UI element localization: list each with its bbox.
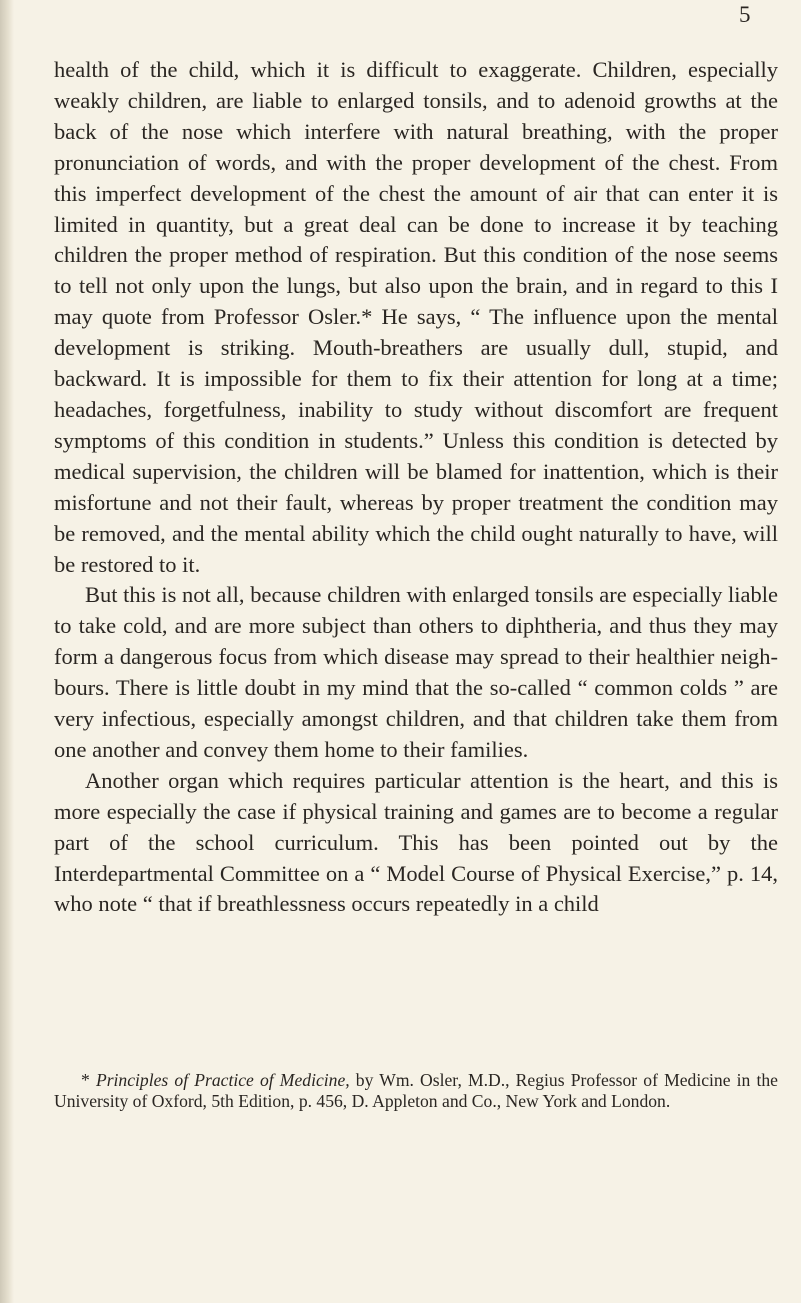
paragraph-1: health of the child, which it is difficult to exaggerate. Children, especially weakly children, are liable to enlarged tonsils, and to adenoid growths at the back of the nose which interfere with natural breathing, with the proper pronunciation of words, and with the proper development of the chest. From this imperfect development of the chest the amount of air that can enter it is limited in quantity, but a great deal can be done to increase it by teaching children the proper method of respiration. But this condition of the nose seems to tell not only upon the lungs, but also upon the brain, and in regard to this I may quote from Professor Osler.* He says, “ The influence upon the mental development is striking. Mouth-breathers are usually dull, stupid, and backward. It is impossible for them to fix their attention for long at a time; headaches, forgetfulness, inability to study without discomfort are frequent symptoms of this condition in students.” Unless this condition is detected by medical supervision, the children will be blamed for inattention, which is their misfortune and not their fault, whereas by proper treatment the condition may be removed, and the mental ability which the child ought naturally to have, will be restored to it.: [54, 57, 778, 577]
footnote: [54, 1070, 778, 1111]
paragraph-3: Another organ which requires particular attention is the heart, and this is more especially the case if physical training and games are to become a regular part of the school curriculum. This has been pointed out by the Interdepartmental Committee on a “ Model Course of Physical Exercise,” p. 14, who note “ that if breathlessness occurs repeatedly in a child: [54, 767, 778, 917]
footnote-citation: by Wm. Osler, M.D., Regius Professor of Medicine in the University of Oxford, 5th Edition, p. 456, D. Appleton and Co., New York and London.: [54, 1070, 778, 1111]
body-text: [54, 55, 778, 920]
paragraph-2: But this is not all, because children with enlarged tonsils are especially liable to take cold, and are more subject than others to diphtheria, and thus they may form a dangerous focus from which disease may spread to their healthier neighbours. There is little doubt in my mind that the so-called “ common colds ” are very infectious, especially amongst children, and that children take them from one another and convey them home to their families.: [54, 582, 778, 762]
footnote-marker: *: [81, 1070, 96, 1090]
footnote-work-title: Principles of Practice of Medicine,: [95, 1070, 350, 1090]
page-number: 5: [739, 2, 751, 27]
page-gutter-shadow: [0, 0, 14, 1303]
